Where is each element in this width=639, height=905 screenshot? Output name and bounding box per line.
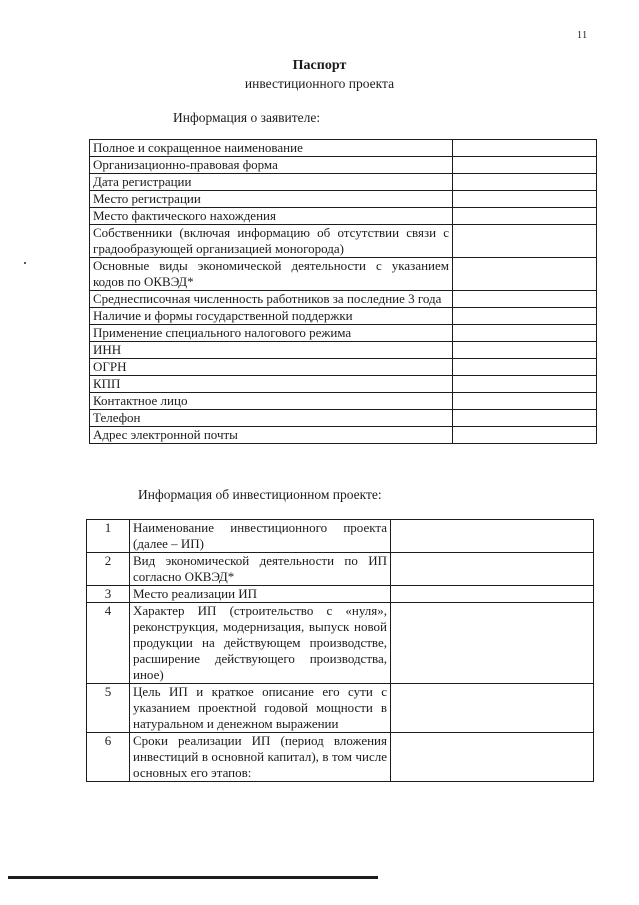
applicant-field-label [90, 191, 453, 208]
project-row-number: 4 [87, 603, 130, 684]
applicant-info-table [89, 139, 597, 444]
applicant-table-row [90, 410, 597, 427]
page-number: 11 [577, 30, 588, 41]
applicant-field-value[interactable] [453, 157, 597, 174]
project-field-label-text: Наименование инвестиционного проекта (далее – ИП) [133, 520, 387, 551]
applicant-table-row [90, 258, 597, 291]
applicant-field-label-text: Телефон [93, 410, 141, 425]
applicant-field-label-text: ОГРН [93, 359, 127, 374]
project-row-number: 5 [87, 684, 130, 733]
project-row-number: 6 [87, 733, 130, 782]
project-field-label [130, 520, 391, 553]
applicant-field-label-text: Организационно-правовая форма [93, 157, 278, 172]
applicant-field-label [90, 258, 453, 291]
project-info-table [86, 519, 594, 782]
project-field-value[interactable] [391, 520, 594, 553]
applicant-table-row [90, 376, 597, 393]
applicant-field-label [90, 174, 453, 191]
project-table-row [87, 520, 594, 553]
applicant-field-value[interactable] [453, 291, 597, 308]
applicant-table-row [90, 308, 597, 325]
applicant-table-row [90, 157, 597, 174]
project-row-number: 3 [87, 586, 130, 603]
project-table-row [87, 603, 594, 684]
project-row-number: 2 [87, 553, 130, 586]
applicant-field-label [90, 359, 453, 376]
applicant-field-label [90, 410, 453, 427]
applicant-field-label [90, 208, 453, 225]
project-field-label-text: Цель ИП и краткое описание его сути с указанием проектной годовой мощности в натуральном и денежном выражении [133, 684, 387, 731]
applicant-field-label-text: Адрес электронной почты [93, 427, 238, 442]
applicant-field-label [90, 427, 453, 444]
project-field-value[interactable] [391, 684, 594, 733]
applicant-field-value[interactable] [453, 427, 597, 444]
project-table-row [87, 553, 594, 586]
project-field-value[interactable] [391, 603, 594, 684]
applicant-field-label-text: ИНН [93, 342, 122, 357]
project-field-label-text: Сроки реализации ИП (период вложения инвестиций в основной капитал), в том числе основных его этапов: [133, 733, 387, 780]
applicant-field-value[interactable] [453, 325, 597, 342]
applicant-field-value[interactable] [453, 359, 597, 376]
applicant-field-value[interactable] [453, 393, 597, 410]
project-field-label [130, 586, 391, 603]
project-field-label [130, 684, 391, 733]
project-table-row [87, 733, 594, 782]
project-table-row [87, 586, 594, 603]
applicant-field-label-text: Место регистрации [93, 191, 201, 206]
applicant-field-value[interactable] [453, 208, 597, 225]
applicant-field-label [90, 140, 453, 157]
project-field-value[interactable] [391, 553, 594, 586]
applicant-field-value[interactable] [453, 191, 597, 208]
applicant-table-row [90, 342, 597, 359]
project-field-label-text: Характер ИП (строительство с «нуля», реконструкция, модернизация, выпуск новой продукции на действующем производстве, расширение действующего производства, иное) [133, 603, 387, 682]
applicant-field-label [90, 308, 453, 325]
applicant-table-row [90, 359, 597, 376]
applicant-field-label [90, 291, 453, 308]
applicant-field-label-text: Собственники (включая информацию об отсутствии связи с градообразующей организацией моногорода) [93, 225, 449, 256]
project-section-heading: Информация об инвестиционном проекте: [138, 487, 382, 502]
project-field-label [130, 733, 391, 782]
applicant-field-value[interactable] [453, 140, 597, 157]
applicant-field-label-text: Дата регистрации [93, 174, 192, 189]
document-title: Паспорт [292, 58, 347, 73]
project-table-row [87, 684, 594, 733]
project-field-label-text: Вид экономической деятельности по ИП согласно ОКВЭД* [133, 553, 387, 584]
applicant-table-row [90, 208, 597, 225]
applicant-field-label-text: Применение специального налогового режима [93, 325, 352, 340]
applicant-field-label [90, 393, 453, 410]
project-row-number: 1 [87, 520, 130, 553]
applicant-field-label-text: Основные виды экономической деятельности с указанием кодов по ОКВЭД* [93, 258, 449, 289]
applicant-field-value[interactable] [453, 258, 597, 291]
applicant-field-value[interactable] [453, 376, 597, 393]
applicant-field-value[interactable] [453, 174, 597, 191]
applicant-field-label [90, 325, 453, 342]
project-field-value[interactable] [391, 733, 594, 782]
applicant-table-row [90, 427, 597, 444]
applicant-table-row [90, 325, 597, 342]
applicant-field-value[interactable] [453, 342, 597, 359]
project-field-value[interactable] [391, 586, 594, 603]
applicant-table-row [90, 174, 597, 191]
applicant-table-row [90, 225, 597, 258]
applicant-table-row [90, 291, 597, 308]
applicant-table-row [90, 140, 597, 157]
applicant-table-row [90, 191, 597, 208]
project-field-label-text: Место реализации ИП [133, 586, 258, 601]
applicant-field-value[interactable] [453, 308, 597, 325]
applicant-field-value[interactable] [453, 225, 597, 258]
project-field-label [130, 553, 391, 586]
applicant-field-label-text: Контактное лицо [93, 393, 188, 408]
applicant-field-label-text: Полное и сокращенное наименование [93, 140, 303, 155]
applicant-field-value[interactable] [453, 410, 597, 427]
applicant-field-label-text: Наличие и формы государственной поддержки [93, 308, 353, 323]
applicant-field-label [90, 376, 453, 393]
applicant-section-heading: Информация о заявителе: [173, 110, 321, 125]
applicant-field-label [90, 342, 453, 359]
applicant-field-label [90, 157, 453, 174]
scan-artifact [24, 262, 26, 264]
applicant-field-label [90, 225, 453, 258]
applicant-field-label-text: Место фактического нахождения [93, 208, 276, 223]
applicant-field-label-text: Среднесписочная численность работников за последние 3 года [93, 291, 442, 306]
applicant-table-row [90, 393, 597, 410]
project-field-label [130, 603, 391, 684]
footer-rule [8, 876, 378, 879]
applicant-field-label-text: КПП [93, 376, 121, 391]
document-subtitle: инвестиционного проекта [244, 76, 395, 91]
